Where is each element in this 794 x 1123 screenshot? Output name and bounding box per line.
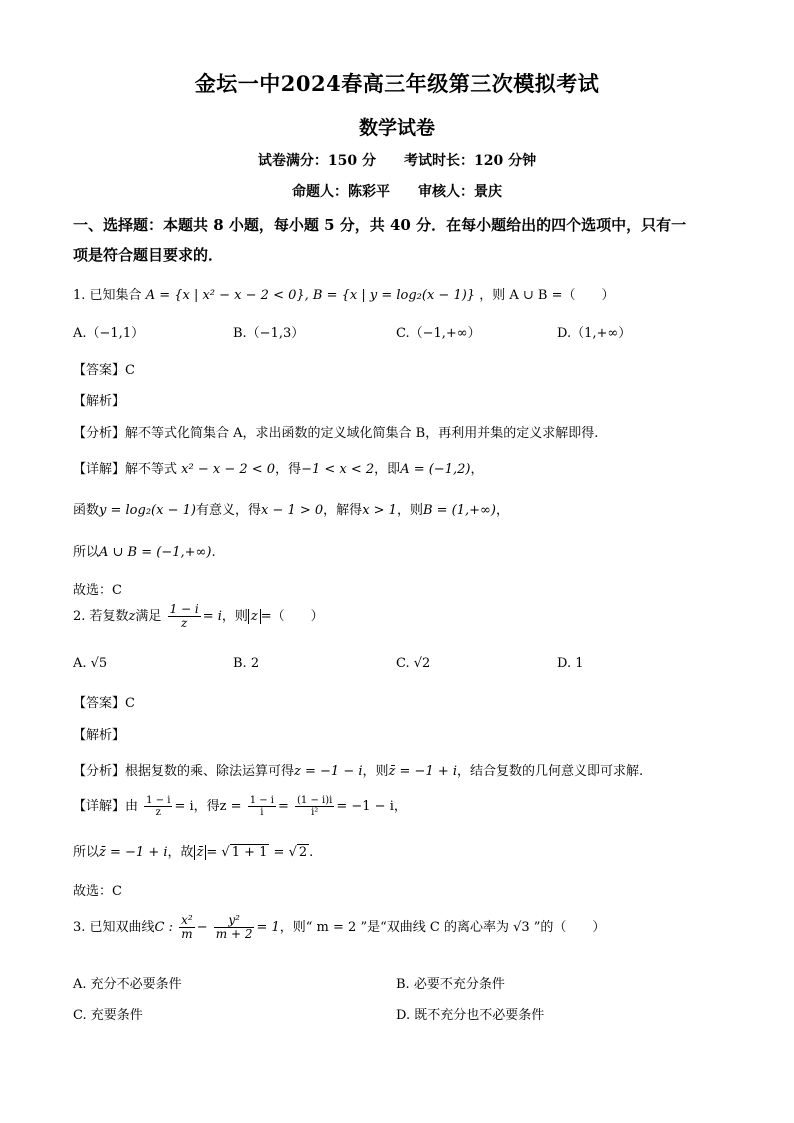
section-heading-line1: 一、选择题：本题共 8 小题，每小题 5 分，共 40 分．在每小题给出的四个选项中，只有一 <box>73 216 687 234</box>
q2-d2-eq2: = <box>269 845 289 860</box>
q1-d2-math-b: x − 1 > 0 <box>260 503 324 518</box>
q1-d1-text-d: ， <box>470 462 484 477</box>
q2-option-b: B. 2 <box>233 656 260 671</box>
fenxi-tag: 【分析】 <box>73 764 126 779</box>
answer-tag: 【答案】 <box>73 363 126 378</box>
q3-prefix: 3. 已知双曲线 <box>73 920 155 936</box>
q2-d1-frac3 <box>295 795 334 818</box>
q3-suffix: ，则“ m = 2 ”是“双曲线 C 的离心率为 √3 ”的（ ） <box>279 920 606 936</box>
q1-answer-line <box>73 359 135 378</box>
q3-minus: − <box>196 920 208 936</box>
xiangjie-tag: 【详解】 <box>73 799 126 814</box>
q2-d1-frac1-num: 1 − i <box>146 795 171 806</box>
q1-set-b: , B = {x | y = log₂(x − 1)} <box>304 288 476 303</box>
q2-eq: = i <box>202 609 222 625</box>
q3-option-b: B. 必要不充分条件 <box>396 977 505 992</box>
q1-set-a: A = {x | x² − x − 2 < 0} <box>145 288 305 303</box>
q2-suffix2: =（ ） <box>260 609 324 625</box>
q3-option-d: D. 既不充分也不必要条件 <box>396 1008 545 1023</box>
q2-fraction <box>168 603 201 630</box>
q1-analysis-tag: 【解析】 <box>73 394 126 409</box>
q2-d1-frac2-den: i <box>260 807 264 818</box>
q2-fenxi-math: z = −1 − i <box>294 764 363 779</box>
q2-option-d: D. 1 <box>557 656 584 671</box>
q2-d1-frac1-den: z <box>155 807 161 818</box>
q3-frac2-num: y² <box>214 914 255 928</box>
q2-fenxi-c: ，结合复数的几何意义即可求解. <box>457 764 644 779</box>
q1-option-b: B.（−1,3） <box>233 326 305 341</box>
q1-detail-line3 <box>73 541 216 560</box>
q2-d2-c: . <box>309 845 314 860</box>
q2-frac-den: z <box>180 616 188 631</box>
q1-option-c: C.（−1,+∞） <box>396 326 481 341</box>
q1-d2-math-a: y = log₂(x − 1) <box>99 503 196 518</box>
q2-d2-sqrt2: 2 <box>298 845 308 860</box>
q1-detail-line2 <box>73 499 509 518</box>
q2-mid: 满足 <box>135 609 162 625</box>
q2-detail-line1 <box>73 795 407 818</box>
q2-d2-math: z̄ = −1 + i <box>99 845 168 860</box>
q2-d2-b: ，故 <box>167 845 194 860</box>
q2-d1-eq2: = <box>277 799 289 814</box>
q2-d1-frac2 <box>248 795 276 818</box>
q2-fenxi-math2: z̄ = −1 + i <box>388 764 458 779</box>
q1-d3-math: A ∪ B = (−1,+∞) <box>99 545 212 560</box>
q2-z: z <box>128 609 136 625</box>
q1-d1-math-a: x² − x − 2 < 0 <box>181 462 276 477</box>
q3-frac2 <box>214 914 255 941</box>
q2-fenxi-a: 根据复数的乘、除法运算可得 <box>125 764 295 779</box>
q2-d1-res: = −1 − i <box>336 799 394 814</box>
exam-meta-score-time: 试卷满分：150 分 考试时长：120 分钟 <box>257 153 537 169</box>
q2-d2-a: 所以 <box>73 845 100 860</box>
q3-frac1-den: m <box>181 927 193 942</box>
q2-fenxi-line <box>73 760 643 779</box>
q2-d1-b: ，得 <box>193 799 220 814</box>
exam-title: 金坛一中2024春高三年级第三次模拟考试 <box>194 71 600 96</box>
q2-answer-line <box>73 692 135 711</box>
q1-d2-text-e: ， <box>495 503 509 518</box>
q3-frac1 <box>179 914 195 941</box>
q2-d1-z: z = <box>219 799 242 814</box>
q1-d2-text-d: ，则 <box>396 503 423 518</box>
q1-prefix: 1. 已知集合 <box>73 288 142 303</box>
q2-choose: 故选：C <box>73 884 122 899</box>
q2-d2-eq: = <box>206 845 222 860</box>
q2-d1-frac1 <box>144 795 172 818</box>
q2-d1-a: 由 <box>125 799 139 814</box>
q1-d3-text-b: . <box>211 545 216 560</box>
q1-answer: C <box>125 363 135 378</box>
q1-d2-text-b: 有意义，得 <box>195 503 261 518</box>
q2-d1-frac3-num: (1 − i)i <box>297 795 333 806</box>
q1-suffix: ，则 A ∪ B =（ ） <box>479 288 615 303</box>
q1-d1-math-c: A = (−1,2) <box>400 462 471 477</box>
q2-d1-frac2-num: 1 − i <box>249 795 274 806</box>
q2-d1-c: ， <box>393 799 407 814</box>
q1-d2-math-c: x > 1 <box>362 503 397 518</box>
xiangjie-tag: 【详解】 <box>73 462 126 477</box>
q2-d2-sqrt1: 1 + 1 <box>231 845 268 860</box>
q2-fenxi-b: ，则 <box>362 764 389 779</box>
q1-d2-text-c: ，解得 <box>323 503 363 518</box>
q3-eq: = 1 <box>256 920 280 936</box>
q2-analysis-tag: 【解析】 <box>73 728 126 743</box>
q2-frac-num: 1 − i <box>169 602 199 616</box>
q3-option-c: C. 充要条件 <box>73 1008 143 1023</box>
q1-d1-math-b: −1 < x < 2 <box>301 462 375 477</box>
q1-d1-text-b: ，得 <box>275 462 302 477</box>
q2-suffix: ，则 <box>221 609 248 625</box>
q1-detail-line1 <box>73 458 483 477</box>
q1-fenxi: 解不等式化简集合 A，求出函数的定义域化简集合 B，再利用并集的定义求解即得. <box>125 426 599 441</box>
section-heading-line2: 项是符合题目要求的． <box>73 246 224 264</box>
q2-option-c: C. √2 <box>396 656 431 671</box>
question-1-stem <box>73 284 614 303</box>
q2-d1-eq: = i <box>174 799 194 814</box>
q2-answer: C <box>125 696 135 711</box>
q3-frac1-num: x² <box>181 913 193 927</box>
q1-fenxi-line <box>73 422 598 441</box>
exam-meta-authors: 命题人：陈彩平 审核人：景庆 <box>292 184 502 200</box>
q2-prefix: 2. 若复数 <box>73 609 129 625</box>
q3-option-a: A. 充分不必要条件 <box>73 977 182 992</box>
q3-frac2-den: m + 2 <box>215 927 253 942</box>
q1-d2-math-d: B = (1,+∞) <box>422 503 496 518</box>
q1-d1-text-a: 解不等式 <box>125 462 178 477</box>
q2-abs-z: z <box>248 609 261 624</box>
q2-option-a: A. √5 <box>73 656 108 671</box>
q1-d1-text-c: ，即 <box>374 462 401 477</box>
q1-option-a: A.（−1,1） <box>73 326 145 341</box>
q2-d2-abs: z̄ <box>194 845 207 860</box>
exam-subtitle: 数学试卷 <box>358 117 435 139</box>
question-3-stem <box>73 914 605 941</box>
question-2-stem <box>73 603 324 630</box>
q1-d2-text-a: 函数 <box>73 503 100 518</box>
fenxi-tag: 【分析】 <box>73 426 126 441</box>
q1-d3-text-a: 所以 <box>73 545 100 560</box>
q2-detail-line2: 所以z̄ = −1 + i，故 z̄ = √ 1 + 1 = √ 2 . <box>73 845 314 860</box>
answer-tag: 【答案】 <box>73 696 126 711</box>
q1-option-d: D.（1,+∞） <box>557 326 632 341</box>
q2-d1-frac3-den: i² <box>311 807 319 818</box>
q1-choose: 故选：C <box>73 583 122 598</box>
q3-curve: C : <box>154 920 174 936</box>
